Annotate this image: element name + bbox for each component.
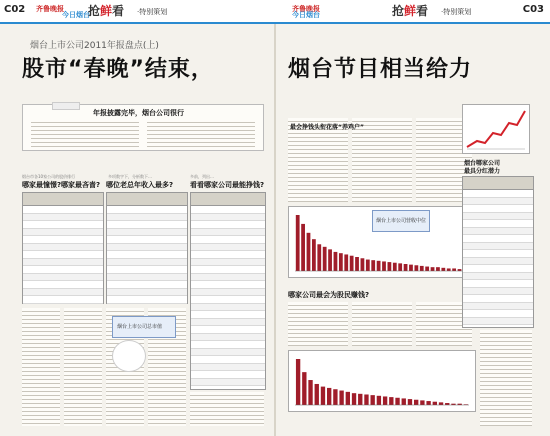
chart-bar — [377, 396, 381, 405]
brand-left: 抢鲜看 — [88, 4, 125, 18]
side-label-2: 最具分红潜力 — [464, 168, 501, 175]
chart-bar — [388, 262, 392, 271]
table-row — [23, 281, 103, 289]
chart-bar — [393, 263, 397, 271]
chart-bar — [333, 389, 337, 405]
chart-bar — [425, 267, 429, 271]
intro-title: 年报披露完毕，烟台公司很行 — [93, 109, 184, 117]
table-row — [191, 244, 265, 252]
table-row — [107, 274, 187, 282]
table-row — [463, 198, 533, 206]
table-row — [463, 220, 533, 228]
chart-bar — [377, 261, 381, 271]
trend-line — [467, 111, 525, 147]
kicker: 烟台上市公司2011年报盘点(上) — [30, 41, 159, 51]
chart-bar — [323, 247, 327, 271]
section-title-3: 看看哪家公司最能挣钱? — [190, 181, 265, 189]
table-row — [23, 221, 103, 229]
table-row — [23, 244, 103, 252]
table-row — [23, 229, 103, 237]
right-body-col-7 — [480, 330, 532, 426]
chart-bar — [312, 239, 316, 271]
table-row — [191, 289, 265, 297]
table-row — [191, 319, 265, 327]
table-header — [23, 193, 103, 206]
table-row — [463, 295, 533, 303]
side-label-1: 烟台哪家公司 — [464, 160, 501, 167]
column-label-right: ·特别策划 — [441, 8, 472, 16]
table-row — [23, 274, 103, 282]
table-row — [463, 190, 533, 198]
page-number-right: C03 — [522, 4, 544, 15]
chart-bar — [398, 263, 402, 271]
chart-bar — [346, 392, 350, 405]
table-2 — [106, 192, 188, 304]
chart-bar — [366, 260, 370, 271]
table-row — [107, 266, 187, 274]
pie-illustration — [112, 340, 146, 372]
right-body-col-5 — [352, 302, 412, 346]
chart-bar — [327, 388, 331, 405]
table-row — [463, 213, 533, 221]
section-title-1: 哪家最憧憬?哪家最吝啬? — [22, 181, 101, 189]
table-row — [191, 304, 265, 312]
table-row — [23, 251, 103, 259]
right-kicker: 最会挣钱头衔花落“养鸡户” — [290, 124, 364, 131]
chart-bar — [420, 266, 424, 271]
table-header — [463, 177, 533, 190]
paper-logo-left: 齐鲁晚报 — [36, 5, 64, 13]
table-row — [191, 326, 265, 334]
chart-bar — [315, 384, 319, 405]
table-row — [23, 259, 103, 267]
section-cap-3: 多前，列出… — [190, 174, 214, 179]
intro-box — [22, 104, 264, 151]
chart-bar — [317, 244, 321, 271]
chart-bar — [408, 399, 412, 405]
left-callout-label: 烟台上市公司总市值 — [117, 324, 163, 330]
section-cap-2: 多项数字下，分析数下… — [108, 174, 152, 179]
bar-chart-2-svg — [289, 351, 475, 411]
table-row — [107, 281, 187, 289]
body-col-2 — [64, 308, 102, 426]
intro-text-col1 — [31, 119, 139, 147]
table-row — [107, 221, 187, 229]
intro-text-col2 — [147, 119, 255, 147]
table-row — [107, 259, 187, 267]
table-row — [191, 296, 265, 304]
table-row — [463, 310, 533, 318]
brand-right: 抢鲜看 — [392, 4, 429, 18]
table-row — [463, 250, 533, 258]
headline-right: 烟台节目相当给力 — [288, 57, 473, 82]
chart-bar — [339, 391, 343, 405]
table-row — [191, 251, 265, 259]
chart1-caption-box — [372, 210, 430, 232]
chart-bar — [452, 268, 456, 271]
table-3 — [190, 192, 266, 390]
today-label-right: 今日烟台 — [292, 11, 320, 19]
table-row — [191, 266, 265, 274]
trend-graphic-svg — [463, 105, 529, 153]
chart-bar — [383, 396, 387, 405]
table-row — [463, 318, 533, 326]
chart-bar — [302, 372, 306, 405]
table-row — [191, 221, 265, 229]
chart-bar — [447, 268, 451, 271]
right-section-title: 哪家公司最会为股民赚钱? — [288, 291, 370, 299]
page-gutter — [274, 24, 276, 436]
chart-bar — [364, 394, 368, 405]
table-row — [191, 311, 265, 319]
table-row — [191, 379, 265, 387]
page-header — [0, 0, 550, 24]
today-label-left: 今日烟台 — [62, 11, 90, 19]
chart-bar — [402, 398, 406, 405]
body-col-1 — [22, 308, 60, 426]
chart-bar — [296, 215, 300, 271]
table-row — [463, 288, 533, 296]
table-row — [191, 206, 265, 214]
chart-bar — [344, 254, 348, 271]
chart-bar — [358, 394, 362, 405]
table-row — [23, 266, 103, 274]
chart-bar — [433, 402, 437, 405]
table-row — [23, 236, 103, 244]
table-row — [191, 364, 265, 372]
chart-bar — [371, 260, 375, 271]
table-row — [107, 296, 187, 304]
table-row — [23, 289, 103, 297]
table-row — [191, 356, 265, 364]
table-1 — [22, 192, 104, 304]
chart-bar — [441, 268, 445, 271]
table-row — [191, 274, 265, 282]
right-body-col-4 — [288, 302, 348, 346]
page-number-left: C02 — [4, 4, 26, 15]
chart-bar — [350, 256, 354, 271]
table-row — [463, 235, 533, 243]
chart-bar — [426, 401, 430, 405]
chart-bar — [382, 261, 386, 271]
chart-bar — [414, 400, 418, 405]
chart-bar — [371, 395, 375, 405]
table-row — [23, 206, 103, 214]
table-row — [107, 251, 187, 259]
section-title-2: 哪位老总年收入最多? — [106, 181, 174, 189]
chart-bar — [431, 267, 435, 271]
table-row — [107, 236, 187, 244]
headline-left: 股市“春晚”结束， — [22, 57, 214, 82]
table-row — [107, 229, 187, 237]
chart-bar — [439, 402, 443, 405]
table-row — [107, 214, 187, 222]
chart-bar — [328, 249, 332, 271]
chart-bar — [389, 397, 393, 405]
table-header — [191, 193, 265, 206]
table-4 — [462, 176, 534, 328]
table-row — [107, 244, 187, 252]
table-row — [23, 296, 103, 304]
chart-bar — [339, 253, 343, 271]
table-row — [107, 289, 187, 297]
body-col-5 — [190, 392, 264, 426]
chart-bar — [308, 380, 312, 405]
table-row — [191, 349, 265, 357]
chart-bar — [361, 258, 365, 271]
bar-chart-2 — [288, 350, 476, 412]
trend-graphic — [462, 104, 530, 154]
chart-bar — [296, 359, 300, 405]
chart-bar — [395, 398, 399, 405]
table-row — [191, 259, 265, 267]
chart-bar — [321, 387, 325, 405]
table-row — [463, 205, 533, 213]
chart-bar — [436, 267, 440, 271]
table-row — [463, 273, 533, 281]
table-row — [191, 281, 265, 289]
chart-bar — [355, 257, 359, 271]
chart-bar — [307, 233, 311, 271]
table-row — [191, 214, 265, 222]
table-row — [463, 303, 533, 311]
table-row — [191, 229, 265, 237]
table-row — [463, 265, 533, 273]
table-row — [107, 206, 187, 214]
table-row — [463, 228, 533, 236]
table-row — [191, 236, 265, 244]
chart-bar — [409, 265, 413, 271]
chart1-caption: 烟台上市公司营收中位 — [376, 218, 427, 224]
section-cap-1: 烟台市各10家公司的股价排行 — [22, 174, 76, 179]
paper-logo-right: 齐鲁晚报 — [292, 5, 320, 13]
table-row — [191, 334, 265, 342]
chart-bar — [301, 224, 305, 271]
table-row — [23, 214, 103, 222]
author-tag — [52, 102, 80, 110]
column-label-left: ·特别策划 — [137, 8, 168, 16]
chart-bar — [352, 393, 356, 405]
table-row — [463, 243, 533, 251]
table-row — [463, 258, 533, 266]
chart-bar — [420, 400, 424, 405]
table-header — [107, 193, 187, 206]
table-row — [191, 341, 265, 349]
table-row — [463, 280, 533, 288]
table-row — [191, 371, 265, 379]
left-callout — [112, 316, 176, 338]
chart-bar — [414, 265, 418, 271]
chart-bar — [404, 264, 408, 271]
chart-bar — [334, 252, 338, 271]
